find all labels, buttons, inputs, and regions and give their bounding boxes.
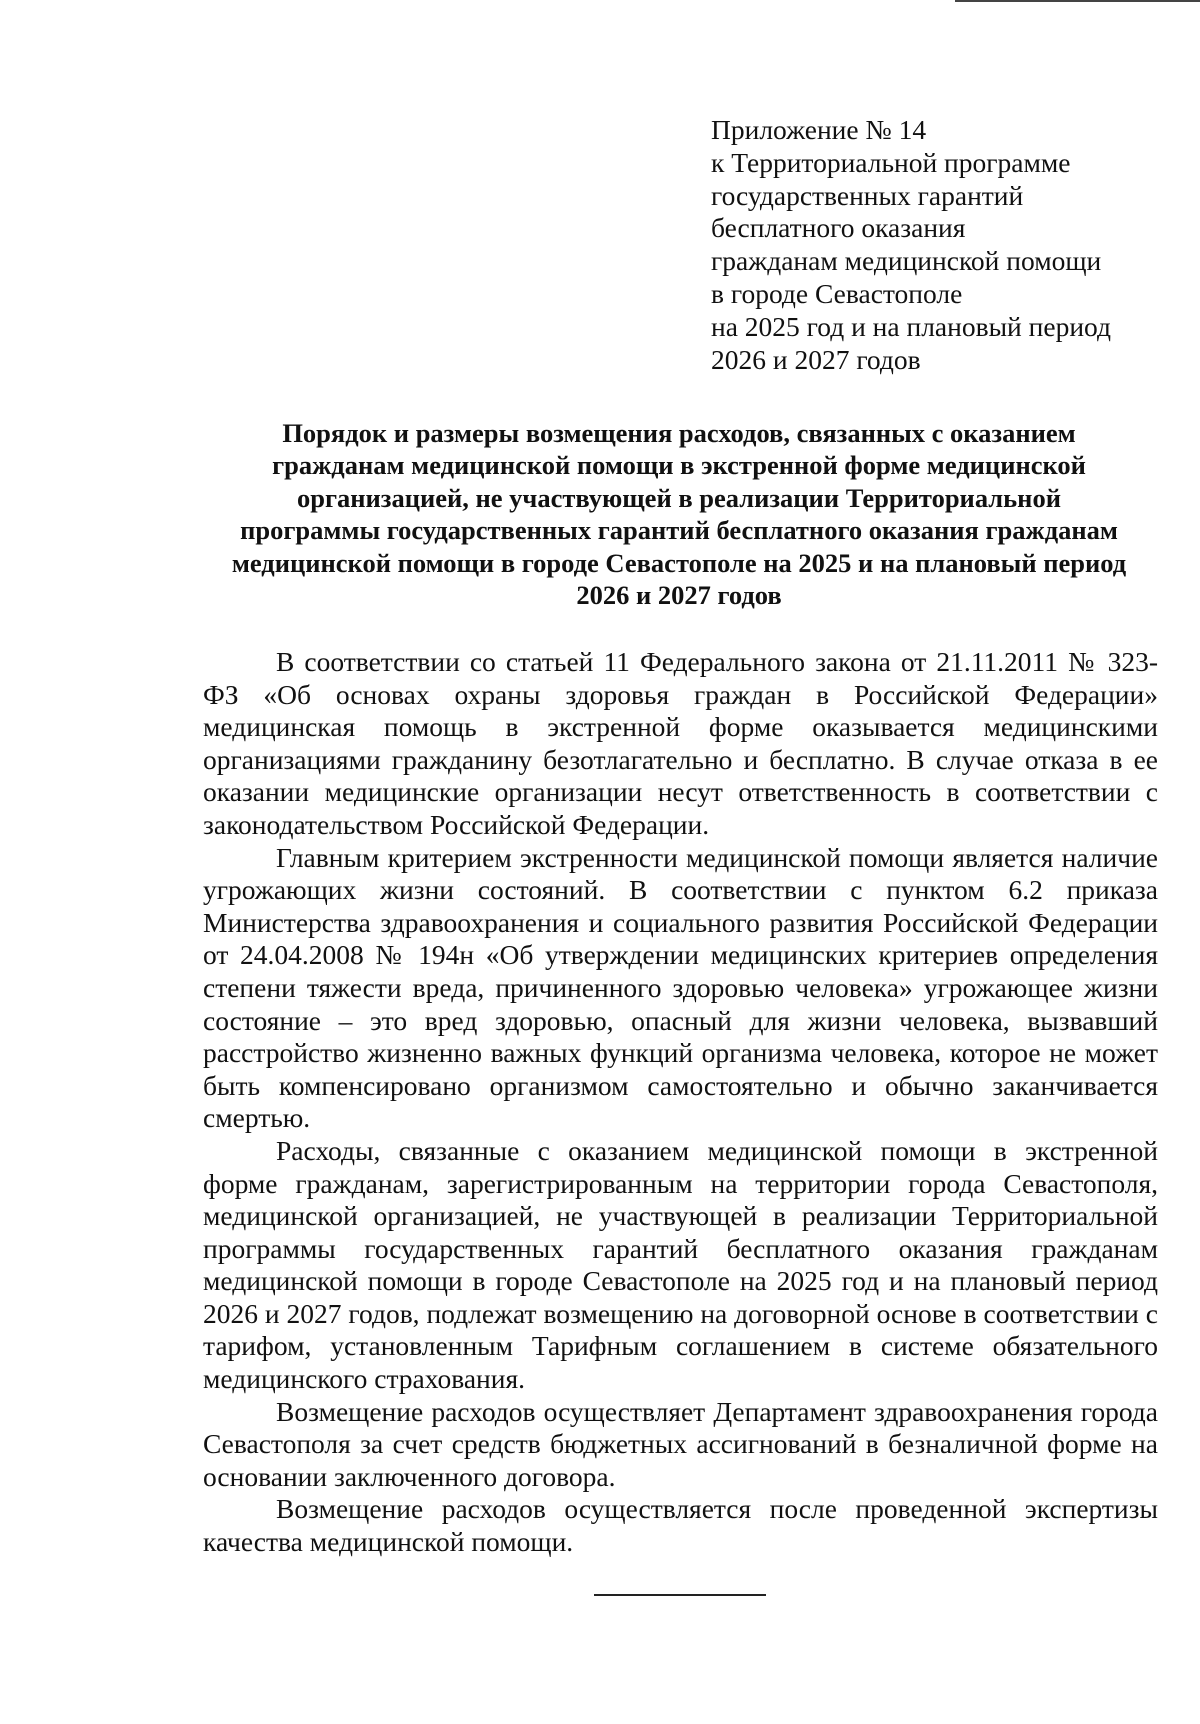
document-body [203,646,1158,1559]
end-of-document-line [594,1594,766,1596]
annex-line: к Территориальной программе [711,146,1071,178]
paragraph: Возмещение расходов осуществляется после проведенной экспертизы качества медицинской помощи. [203,1493,1158,1558]
title-line: программы государственных гарантий бесплатного оказания гражданам [240,515,1118,546]
annex-header [711,114,1181,376]
paragraph: В соответствии со статьей 11 Федерального закона от 21.11.2011 № 323-ФЗ «Об основах охраны здоровья граждан в Российской Федерации» медицинская помощь в экстренной форме оказывается медицинскими организациями гражданину безотлагательно и бесплатно. В случае отказа в ее оказании медицинские организации несут ответственность в соответствии с законодательством Российской Федерации. [203,646,1158,840]
top-edge-line [955,0,1200,2]
document-title [190,417,1168,611]
title-line: Порядок и размеры возмещения расходов, связанных с оказанием [282,418,1076,448]
title-line: 2026 и 2027 годов [576,580,782,611]
annex-line: Приложение № 14 [711,114,927,145]
annex-line: 2026 и 2027 годов [711,343,921,375]
title-line: медицинской помощи в городе Севастополе на 2025 и на плановый период [231,547,1127,578]
annex-line: на 2025 год и на плановый период [711,310,1111,342]
paragraph: Расходы, связанные с оказанием медицинской помощи в экстренной форме гражданам, зарегистрированным на территории города Севастополя, медицинской организацией, не участвующей в реализации Территориальной программы государственных гарантий бесплатного оказания гражданам медицинской помощи в городе Севастополе на 2025 год и на плановый период 2026 и 2027 годов, подлежат возмещению на договорной основе в соответствии с тарифом, установленным Тарифным соглашением в системе обязательного медицинского страхования. [203,1134,1158,1395]
paragraph: Главным критерием экстренности медицинской помощи является наличие угрожающих жизни состояний. В соответствии с пунктом 6.2 приказа Министерства здравоохранения и социального развития Российской Федерации от 24.04.2008 № 194н «Об утверждении медицинских критериев определения степени тяжести вреда, причиненного здоровью человека» угрожающее жизни состояние – это вред здоровью, опасный для жизни человека, вызвавший расстройство жизненно важных функций организма человека, которое не может быть компенсировано организмом самостоятельно и обычно заканчивается смертью. [203,841,1158,1134]
title-line: организацией, не участвующей в реализации Территориальной [297,482,1061,513]
title-line: гражданам медицинской помощи в экстренной форме медицинской [272,450,1086,481]
annex-line: бесплатного оказания [711,212,966,244]
annex-line: государственных гарантий [711,179,1024,211]
paragraph: Возмещение расходов осуществляет Департамент здравоохранения города Севастополя за счет средств бюджетных ассигнований в безналичной форме на основании заключенного договора. [203,1395,1158,1492]
annex-line: гражданам медицинской помощи [711,245,1102,277]
annex-line: в городе Севастополе [711,277,963,309]
